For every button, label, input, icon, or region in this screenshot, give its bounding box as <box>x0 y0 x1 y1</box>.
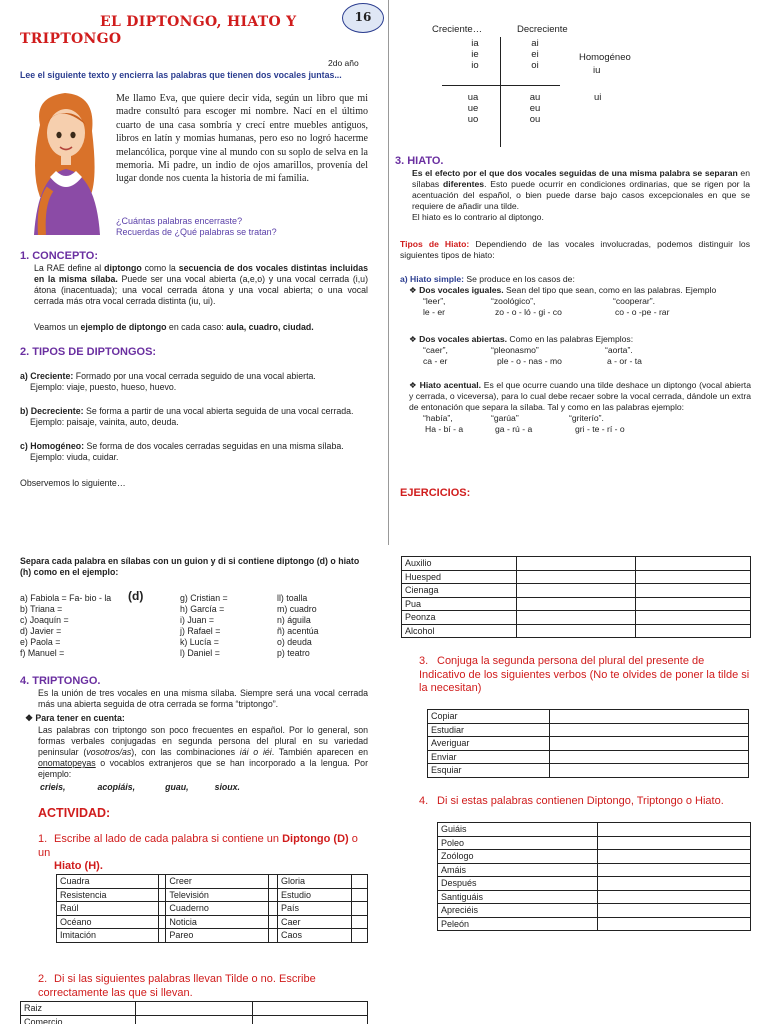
hiato-iguales: ❖ Dos vocales iguales. Sean del tipo que sean, como en las palabras. Ejemplo “leer”, “zoológico”, “cooperar”. le - er zo - o - ló - gi - co co - o -pe - rar <box>409 285 717 317</box>
page-title-line1: EL DIPTONGO, HIATO Y <box>100 14 297 30</box>
word-cell: Caos <box>278 929 352 943</box>
concepto-paragraph: La RAE define al diptongo como la secuencia de dos vocales distintas incluidas en la misma sílaba. Puede ser una vocal abierta (a,e,o) y una vocal cerrada (i,u) átona (inacentuada); una vocal cerrada átona y una vocal abierta; o una vocal cerrada más otra vocal cerrada distinta (iu, ui). <box>34 263 368 306</box>
word-cell: Raúl <box>57 902 159 916</box>
answer-cell[interactable] <box>159 902 166 916</box>
answer-cell[interactable] <box>597 823 750 837</box>
word-cell: Imitación <box>57 929 159 943</box>
vowel-table-hline <box>442 85 560 86</box>
answer-cell[interactable] <box>517 624 636 638</box>
answer-cell[interactable] <box>635 557 750 571</box>
word-cell: Televisión <box>166 888 268 902</box>
answer-cell[interactable] <box>597 850 750 864</box>
tipo-homogeneo: c) Homogéneo: Se forma de dos vocales cerradas seguidas en una misma sílaba. Ejemplo: viuda, cuidar. <box>20 441 344 462</box>
table-row <box>428 764 749 778</box>
table-row <box>402 584 751 598</box>
answer-cell[interactable] <box>517 597 636 611</box>
table-row <box>438 890 751 904</box>
answer-cell[interactable] <box>517 570 636 584</box>
answer-cell[interactable] <box>268 888 277 902</box>
word-cell: Guiáis <box>438 823 598 837</box>
word-cell: Estudio <box>278 888 352 902</box>
answer-cell[interactable] <box>135 1015 253 1024</box>
word-cell: Pua <box>402 597 517 611</box>
separa-item: j) Rafael = <box>180 626 221 636</box>
question-which: Recuerdas de ¿Qué palabras se tratan? <box>116 227 277 237</box>
word-cell: Océano <box>57 915 159 929</box>
act1-table <box>56 874 368 943</box>
table-row <box>428 750 749 764</box>
answer-cell[interactable] <box>517 557 636 571</box>
answer-cell[interactable] <box>135 1002 253 1016</box>
separa-col1 <box>20 593 125 659</box>
word-cell: Estudiar <box>428 723 550 737</box>
word-cell: Pareo <box>166 929 268 943</box>
page-number-badge: 16 <box>342 3 384 33</box>
word-cell: Enviar <box>428 750 550 764</box>
word-cell: Alcohol <box>402 624 517 638</box>
separa-item: f) Manuel = <box>20 648 65 658</box>
triptongo-paragraph: Es la unión de tres vocales en una misma sílaba. Siempre será una vocal cerrada más una abierta seguida de otra cerrada se forma “triptongo”. <box>38 688 368 709</box>
answer-cell[interactable] <box>517 584 636 598</box>
word-cell: Después <box>438 877 598 891</box>
word-cell: Santiguáis <box>438 890 598 904</box>
answer-cell[interactable] <box>549 723 748 737</box>
word-cell: Raiz <box>21 1002 136 1016</box>
word-cell: Gloria <box>278 875 352 889</box>
bullet-icon: ❖ <box>409 380 417 390</box>
separa-item: o) deuda <box>277 637 312 647</box>
answer-cell[interactable] <box>549 750 748 764</box>
bottom-homogeneo: ui <box>594 92 602 103</box>
girl-illustration <box>20 85 112 235</box>
answer-cell[interactable] <box>352 929 368 943</box>
table-row <box>21 1015 368 1024</box>
reading-questions <box>116 216 277 238</box>
answer-cell[interactable] <box>549 764 748 778</box>
word-cell: Resistencia <box>57 888 159 902</box>
answer-cell[interactable] <box>549 737 748 751</box>
word-cell: Copiar <box>428 710 550 724</box>
triptongo-note-label: ❖ Para tener en cuenta: <box>25 713 125 723</box>
tipos-hiato-paragraph: Tipos de Hiato: Dependiendo de las vocales involucradas, podemos distinguir los siguientes tipos de hiato: <box>400 239 750 260</box>
tipo-decreciente: b) Decreciente: Se forma a partir de una vocal abierta seguida de una vocal cerrada. Ejemplo: paisaje, vainita, auto, deuda. <box>20 406 354 427</box>
answer-cell[interactable] <box>253 1015 368 1024</box>
separa-item: k) Lucía = <box>180 637 219 647</box>
separa-item: a) Fabiola = Fa- bio - la <box>20 593 112 603</box>
answer-cell[interactable] <box>159 915 166 929</box>
act4-table <box>437 822 751 931</box>
section-hiato-heading: 3. HIATO. <box>395 155 444 167</box>
grade-label: 2do año <box>328 58 359 68</box>
answer-cell[interactable] <box>268 875 277 889</box>
actividad-heading: ACTIVIDAD: <box>38 806 111 820</box>
answer-cell[interactable] <box>635 584 750 598</box>
table-row <box>57 915 368 929</box>
answer-cell[interactable] <box>597 890 750 904</box>
answer-cell[interactable] <box>597 836 750 850</box>
top-homogeneo: iu <box>593 65 601 76</box>
page-title-line2: TRIPTONGO <box>20 31 122 47</box>
separa-item: e) Paola = <box>20 637 61 647</box>
top-creciente: ia ie io <box>471 38 479 71</box>
answer-cell[interactable] <box>159 888 166 902</box>
separa-instruction: Separa cada palabra en sílabas con un guion y di si contiene diptongo (d) o hiato (h) como en el ejemplo: <box>20 556 360 577</box>
table-row <box>438 904 751 918</box>
tipo-creciente: a) Creciente: Formado por una vocal cerrada seguido de una vocal abierta. Ejemplo: viaje, puesto, hueso, huevo. <box>20 371 316 392</box>
story-paragraph: Me llamo Eva, que quiere decir vida, según un libro que mi madre consultó para escoger mi nombre. Nací en el último cuarto de una casa sombría y crecí entre muebles antiguos, libros en latín y momias humanas, pero eso no logró hacerme melancólica, porque vine al mundo con su soplo de selva en la memoria. Mi padre, un indio de ojos amarillos, provenía del lugar donde nos cuenta la historia de mi familia. <box>116 93 368 185</box>
word-cell: Amáis <box>438 863 598 877</box>
table-row <box>402 624 751 638</box>
hiato-acentual: ❖ Hiato acentual. Es el que ocurre cuando una tilde deshace un diptongo (vocal abierta y cerrada, o viceversa), para lo cual debe recaer sobre la vocal cerrada, dándole un extra de entonación que separa la sílaba. Tal y como en las palabras ejemplo: “había”, “garúa” “griterío”. Ha - bí - a ga - rú - a gri - te - rí - o <box>409 380 751 434</box>
word-cell: Creer <box>166 875 268 889</box>
answer-cell[interactable] <box>517 611 636 625</box>
word-cell: Esquiar <box>428 764 550 778</box>
separa-col2 <box>180 593 228 659</box>
table-row <box>402 570 751 584</box>
table-row <box>438 917 751 931</box>
hiato-abiertas: ❖ Dos vocales abiertas. Como en las palabras Ejemplos: “caer”, “pleonasmo” “aorta”. ca - er ple - o - nas - mo a - or - ta <box>409 334 642 366</box>
table-row <box>21 1002 368 1016</box>
triptongo-note-paragraph: Las palabras con triptongo son poco frecuentes en español. Por lo general, son formas verbales conjugadas en segunda persona del plural en su variedad peninsular (vosotros/as), con las combinaciones iái o iéi. También aparecen en onomatopeyas o vocablos extranjeros que se han incorporado a la lengua. Por ejemplo: <box>38 725 368 779</box>
separa-item: m) cuadro <box>277 604 317 614</box>
separa-item: b) Triana = <box>20 604 63 614</box>
separa-item: c) Joaquín = <box>20 615 69 625</box>
table-row <box>438 823 751 837</box>
separa-item: d) Javier = <box>20 626 62 636</box>
answer-cell[interactable] <box>159 929 166 943</box>
act4-instruction: 4. Di si estas palabras contienen Diptongo, Triptongo o Hiato. <box>419 795 724 807</box>
act2-table-part1 <box>20 1001 368 1024</box>
answer-cell[interactable] <box>268 929 277 943</box>
answer-cell[interactable] <box>635 624 750 638</box>
ejercicios-heading: EJERCICIOS: <box>400 487 471 499</box>
table-row <box>438 836 751 850</box>
word-cell: Averiguar <box>428 737 550 751</box>
hiato-simple-label: a) Hiato simple: Se produce en los casos de: <box>400 274 575 284</box>
table-row <box>438 877 751 891</box>
answer-cell[interactable] <box>635 611 750 625</box>
table-row <box>57 929 368 943</box>
separa-item: ll) toalla <box>277 593 308 603</box>
answer-cell[interactable] <box>597 917 750 931</box>
header-decreciente: Decreciente <box>517 24 568 35</box>
word-cell: Cuaderno <box>166 902 268 916</box>
answer-cell[interactable] <box>253 1002 368 1016</box>
answer-cell[interactable] <box>159 875 166 889</box>
word-cell: País <box>278 902 352 916</box>
table-row <box>428 737 749 751</box>
vowel-combination-table <box>400 22 760 142</box>
act3-instruction: 3. Conjuga la segunda persona del plural del presente de Indicativo de los siguientes verbos (No te olvides de poner la tilde si la necesitan) <box>419 655 750 694</box>
answer-cell[interactable] <box>597 904 750 918</box>
section-tipos-heading: 2. TIPOS DE DIPTONGOS: <box>20 346 157 358</box>
observe-text: Observemos lo siguiente… <box>20 478 126 488</box>
word-cell: Caer <box>278 915 352 929</box>
section-triptongo-heading: 4. TRIPTONGO. <box>20 675 101 687</box>
answer-cell[interactable] <box>635 597 750 611</box>
answer-cell[interactable] <box>352 902 368 916</box>
table-row <box>402 597 751 611</box>
answer-cell[interactable] <box>635 570 750 584</box>
bottom-creciente: ua ue uo <box>467 92 479 125</box>
answer-cell[interactable] <box>268 902 277 916</box>
separa-item: i) Juan = <box>180 615 214 625</box>
word-cell: Apreciéis <box>438 904 598 918</box>
table-row <box>438 850 751 864</box>
hiato-paragraph: Es el efecto por el que dos vocales seguidas de una misma palabra se separan en sílabas diferentes. Esto puede ocurrir en condiciones ordinarias, que se rigen por la acentuación del español, o bien puede darse bajo casos excepcionales en que se requiere de añadir una tilde. El hiato es lo contrario al diptongo. <box>412 168 750 222</box>
intro-instruction: Lee el siguiente texto y encierra las palabras que tienen dos vocales juntas... <box>20 70 342 80</box>
separa-item: n) águila <box>277 615 311 625</box>
header-creciente: Creciente… <box>432 24 483 35</box>
table-row <box>57 902 368 916</box>
word-cell: Cienaga <box>402 584 517 598</box>
act2-instruction: 2. Di si las siguientes palabras llevan Tilde o no. Escribe correctamente las que si llevan. <box>38 973 316 999</box>
word-cell: Cuadra <box>57 875 159 889</box>
separa-item: p) teatro <box>277 648 310 658</box>
triptongo-examples: crieis, acopiáis, guau, sioux. <box>40 782 240 792</box>
bullet-icon: ❖ <box>25 713 33 723</box>
section-concepto-heading: 1. CONCEPTO: <box>20 250 99 262</box>
bottom-decreciente: au eu ou <box>529 92 541 125</box>
bullet-icon: ❖ <box>409 334 417 344</box>
question-count: ¿Cuántas palabras encerraste? <box>116 216 243 226</box>
answer-cell[interactable] <box>549 710 748 724</box>
act3-table <box>427 709 749 778</box>
answer-cell[interactable] <box>352 915 368 929</box>
concepto-example: Veamos un ejemplo de diptongo en cada caso: aula, cuadro, ciudad. <box>34 322 314 332</box>
word-cell: Auxilio <box>402 557 517 571</box>
answer-cell[interactable] <box>597 863 750 877</box>
separa-col3 <box>277 593 319 659</box>
separa-item: g) Cristian = <box>180 593 228 603</box>
vowel-table-vline <box>500 37 501 147</box>
table-row <box>428 710 749 724</box>
word-cell: Huesped <box>402 570 517 584</box>
separa-item: ñ) acentúa <box>277 626 319 636</box>
bullet-icon: ❖ <box>409 285 417 295</box>
word-cell: Poleo <box>438 836 598 850</box>
separa-item: h) García = <box>180 604 225 614</box>
word-cell: Noticia <box>166 915 268 929</box>
table-row <box>438 863 751 877</box>
column-divider <box>388 0 389 545</box>
answer-cell[interactable] <box>352 875 368 889</box>
word-cell: Peonza <box>402 611 517 625</box>
top-decreciente: ai ei oi <box>531 38 539 71</box>
answer-cell[interactable] <box>352 888 368 902</box>
table-row <box>402 611 751 625</box>
separa-example-answer: (d) <box>128 589 144 603</box>
table-row <box>57 888 368 902</box>
separa-item: l) Daniel = <box>180 648 220 658</box>
table-row <box>57 875 368 889</box>
word-cell: Zoólogo <box>438 850 598 864</box>
table-row <box>428 723 749 737</box>
act2-table-part2 <box>401 556 751 638</box>
header-homogeneo: Homogéneo <box>579 52 631 63</box>
word-cell: Peleón <box>438 917 598 931</box>
table-row <box>402 557 751 571</box>
word-cell: Comercio <box>21 1015 136 1024</box>
act1-instruction: 1. Escribe al lado de cada palabra si contiene un Diptongo (D) o un Hiato (H). <box>38 833 358 872</box>
answer-cell[interactable] <box>597 877 750 891</box>
answer-cell[interactable] <box>268 915 277 929</box>
